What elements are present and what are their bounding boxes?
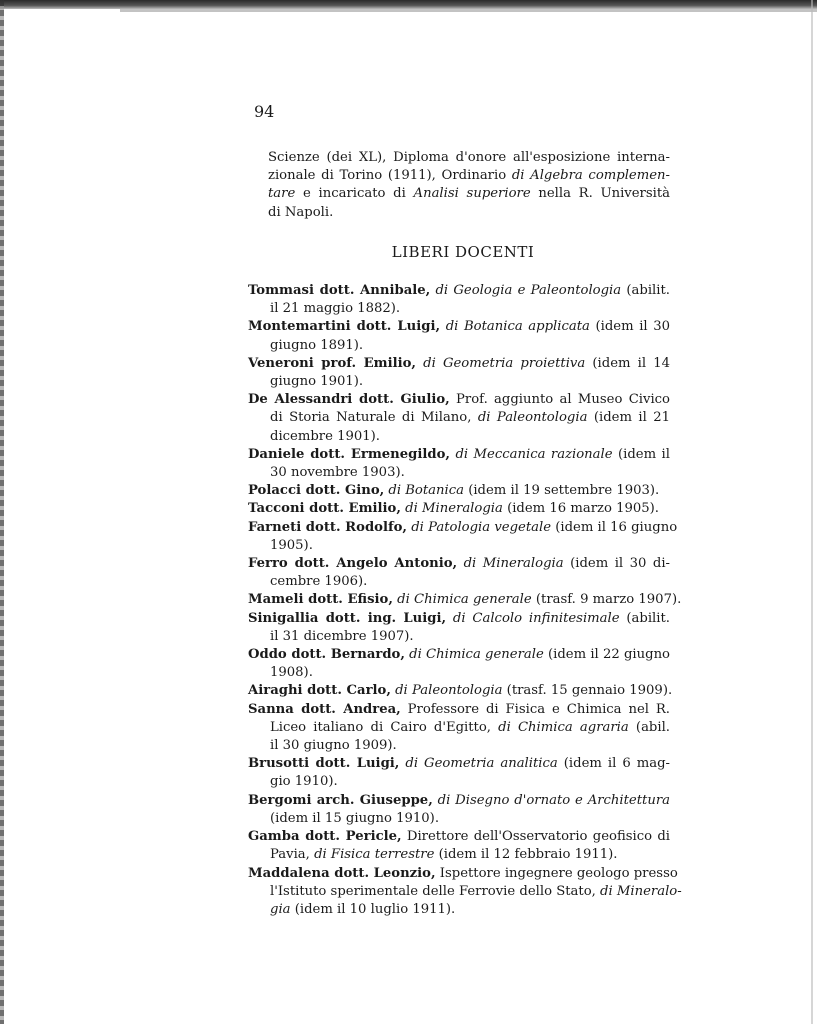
docente-name: Maddalena dott. Leonzio, bbox=[248, 865, 436, 881]
body-text: (idem il 15 giugno 1910). bbox=[270, 810, 440, 826]
text-line bbox=[248, 628, 670, 646]
body-text: nella R. Università bbox=[530, 186, 671, 202]
text-line bbox=[248, 555, 670, 573]
text-line bbox=[268, 204, 670, 222]
subject-text: di Mineralogia bbox=[457, 556, 564, 572]
text-line bbox=[248, 719, 670, 737]
docente-entry bbox=[248, 482, 670, 500]
section-heading: LIBERI DOCENTI bbox=[391, 243, 535, 261]
docente-entry bbox=[248, 610, 670, 646]
docente-entry bbox=[248, 701, 670, 756]
body-text: Direttore dell'Osservatorio geofisico di bbox=[401, 829, 670, 845]
body-text: (idem 16 marzo 1905). bbox=[502, 501, 659, 517]
text-line bbox=[268, 167, 670, 185]
body-text: (idem il bbox=[612, 446, 670, 462]
subject-text: di Mineralo- bbox=[600, 883, 682, 899]
body-text: (idem il 30 di- bbox=[563, 556, 670, 572]
subject-text: di Chimica generale bbox=[404, 647, 544, 663]
text-line bbox=[248, 901, 670, 919]
subject-text: di Algebra complemen- bbox=[511, 168, 670, 184]
text-line bbox=[248, 373, 670, 391]
subject-text: di Mineralogia bbox=[400, 501, 503, 517]
docente-entry bbox=[248, 500, 670, 518]
body-text: (idem il 14 bbox=[585, 355, 671, 371]
scan-right-edge bbox=[811, 0, 813, 1024]
text-line bbox=[248, 846, 670, 864]
body-text: di Storia Naturale di Milano, bbox=[270, 410, 478, 426]
docente-entry bbox=[248, 355, 670, 391]
docente-entry bbox=[248, 828, 670, 864]
body-text: Prof. aggiunto al Museo Civico bbox=[449, 392, 670, 408]
docente-entry bbox=[248, 282, 670, 318]
subject-text: di Fisica terrestre bbox=[314, 847, 435, 863]
body-text: (idem il 22 giugno bbox=[543, 647, 671, 663]
docente-entry bbox=[248, 591, 682, 609]
text-line bbox=[248, 773, 670, 791]
docente-name: Ferro dott. Angelo Antonio, bbox=[248, 556, 458, 572]
subject-text: di Geometria analitica bbox=[399, 756, 558, 772]
text-line bbox=[248, 682, 673, 700]
body-text: e incaricato di bbox=[295, 186, 414, 202]
subject-text: gia bbox=[270, 901, 291, 917]
scan-top-shadow bbox=[120, 9, 817, 12]
body-text: (idem il 30 bbox=[589, 319, 671, 335]
scan-top-border bbox=[0, 0, 817, 9]
subject-text: di Chimica agraria bbox=[498, 719, 629, 735]
docente-name: Sinigallia dott. ing. Luigi, bbox=[248, 610, 447, 626]
docente-entry bbox=[248, 519, 678, 555]
docente-name: Gamba dott. Pericle, bbox=[248, 829, 402, 845]
body-text: Pavia, bbox=[270, 847, 315, 863]
docente-entry bbox=[248, 792, 670, 828]
text-line bbox=[248, 865, 678, 883]
body-text: (idem il 19 settembre 1903). bbox=[464, 483, 660, 499]
docente-entry bbox=[248, 682, 673, 700]
text-line bbox=[248, 464, 670, 482]
text-line bbox=[248, 755, 670, 773]
body-text: (idem il 10 luglio 1911). bbox=[290, 901, 456, 917]
body-text: (trasf. 9 marzo 1907). bbox=[531, 592, 682, 608]
text-line bbox=[248, 792, 670, 810]
text-line bbox=[248, 318, 670, 336]
subject-text: tare bbox=[268, 186, 296, 202]
body-text: Scienze (dei XL), Diploma d'onore all'esposizione interna- bbox=[268, 150, 670, 165]
docente-entry bbox=[248, 755, 670, 791]
text-line bbox=[248, 300, 670, 318]
body-text: Ispettore ingegnere geologo presso bbox=[435, 865, 678, 881]
docenti-list bbox=[248, 282, 682, 919]
docente-name: Daniele dott. Ermenegildo, bbox=[248, 446, 451, 462]
text-line bbox=[248, 482, 670, 500]
docente-name: Tacconi dott. Emilio, bbox=[248, 501, 401, 517]
subject-text: di Disegno d'ornato e Architettura bbox=[432, 792, 670, 808]
docente-name: Sanna dott. Andrea, bbox=[248, 701, 401, 717]
docente-entry bbox=[248, 646, 670, 682]
text-line bbox=[248, 828, 670, 846]
text-line bbox=[248, 810, 670, 828]
body-text: Professore di Fisica e Chimica nel R. bbox=[400, 701, 671, 717]
subject-text: di Meccanica razionale bbox=[450, 446, 613, 462]
body-text: (abilit. bbox=[621, 283, 670, 298]
body-text: giugno 1901). bbox=[270, 374, 364, 390]
body-text: di Napoli. bbox=[268, 204, 334, 220]
subject-text: di Botanica applicata bbox=[440, 319, 590, 335]
text-line bbox=[248, 646, 670, 664]
docente-name: Oddo dott. Bernardo, bbox=[248, 647, 405, 663]
text-line bbox=[248, 409, 670, 427]
docente-name: Mameli dott. Efisio, bbox=[248, 592, 393, 608]
body-text: (idem il 12 febbraio 1911). bbox=[434, 847, 618, 863]
docente-name: Farneti dott. Rodolfo, bbox=[248, 519, 408, 535]
docente-name: Bergomi arch. Giuseppe, bbox=[248, 792, 433, 808]
subject-text: di Geologia e Paleontologia bbox=[430, 283, 622, 298]
text-line bbox=[248, 337, 670, 355]
subject-text: di Paleontologia bbox=[390, 683, 503, 699]
text-line bbox=[248, 664, 670, 682]
body-text: il 31 dicembre 1907). bbox=[270, 628, 414, 644]
text-line bbox=[248, 519, 678, 537]
body-text: (idem il 6 mag- bbox=[557, 756, 670, 772]
docente-name: Veneroni prof. Emilio, bbox=[248, 355, 417, 371]
docente-name: Brusotti dott. Luigi, bbox=[248, 756, 400, 772]
text-line bbox=[248, 428, 670, 446]
docente-entry bbox=[248, 446, 670, 482]
docente-name: Airaghi dott. Carlo, bbox=[248, 683, 391, 699]
docente-name: De Alessandri dott. Giulio, bbox=[248, 392, 450, 408]
text-line bbox=[268, 149, 670, 167]
body-text: 30 novembre 1903). bbox=[270, 465, 405, 481]
text-line bbox=[248, 282, 670, 300]
body-text: il 30 giugno 1909). bbox=[270, 738, 397, 754]
body-text: l'Istituto sperimentale delle Ferrovie dello Stato, bbox=[270, 883, 601, 899]
body-text: (abil. bbox=[628, 719, 670, 735]
text-line bbox=[248, 355, 670, 373]
body-text: gio 1910). bbox=[270, 774, 338, 790]
page-number: 94 bbox=[254, 102, 275, 121]
body-text: (idem il 16 giugno bbox=[551, 519, 678, 535]
docente-entry bbox=[248, 318, 670, 354]
scan-left-edge bbox=[0, 0, 4, 1024]
docente-name: Tommasi dott. Annibale, bbox=[248, 283, 431, 298]
text-line bbox=[248, 591, 682, 609]
text-line bbox=[248, 446, 670, 464]
body-text: dicembre 1901). bbox=[270, 428, 380, 444]
docente-entry bbox=[248, 391, 670, 446]
text-line bbox=[268, 185, 670, 203]
intro-paragraph bbox=[268, 149, 670, 222]
subject-text: di Patologia vegetale bbox=[407, 519, 552, 535]
text-line bbox=[248, 537, 670, 555]
body-text: zionale di Torino (1911), Ordinario bbox=[268, 168, 512, 184]
subject-text: di Paleontologia bbox=[477, 410, 588, 426]
docente-name: Polacci dott. Gino, bbox=[248, 483, 385, 499]
docente-entry bbox=[248, 555, 670, 591]
text-line bbox=[248, 573, 670, 591]
body-text: giugno 1891). bbox=[270, 337, 364, 353]
subject-text: di Calcolo infinitesimale bbox=[446, 610, 620, 626]
body-text: (trasf. 15 gennaio 1909). bbox=[502, 683, 673, 699]
subject-text: di Chimica generale bbox=[392, 592, 532, 608]
text-line bbox=[248, 701, 670, 719]
body-text: (idem il 21 bbox=[587, 410, 670, 426]
text-line bbox=[248, 391, 670, 409]
body-text: 1905). bbox=[270, 537, 313, 553]
text-line bbox=[248, 737, 670, 755]
text-line bbox=[248, 883, 682, 901]
body-text: (abilit. bbox=[619, 610, 670, 626]
body-text: cembre 1906). bbox=[270, 574, 368, 590]
body-text: il 21 maggio 1882). bbox=[270, 301, 401, 317]
body-text: Liceo italiano di Cairo d'Egitto, bbox=[270, 719, 499, 735]
subject-text: di Geometria proiettiva bbox=[416, 355, 586, 371]
body-text: 1908). bbox=[270, 665, 313, 681]
text-line bbox=[248, 610, 670, 628]
docente-name: Montemartini dott. Luigi, bbox=[248, 319, 441, 335]
subject-text: Analisi superiore bbox=[413, 186, 531, 202]
subject-text: di Botanica bbox=[384, 483, 464, 499]
docente-entry bbox=[248, 865, 682, 920]
text-line bbox=[248, 500, 670, 518]
